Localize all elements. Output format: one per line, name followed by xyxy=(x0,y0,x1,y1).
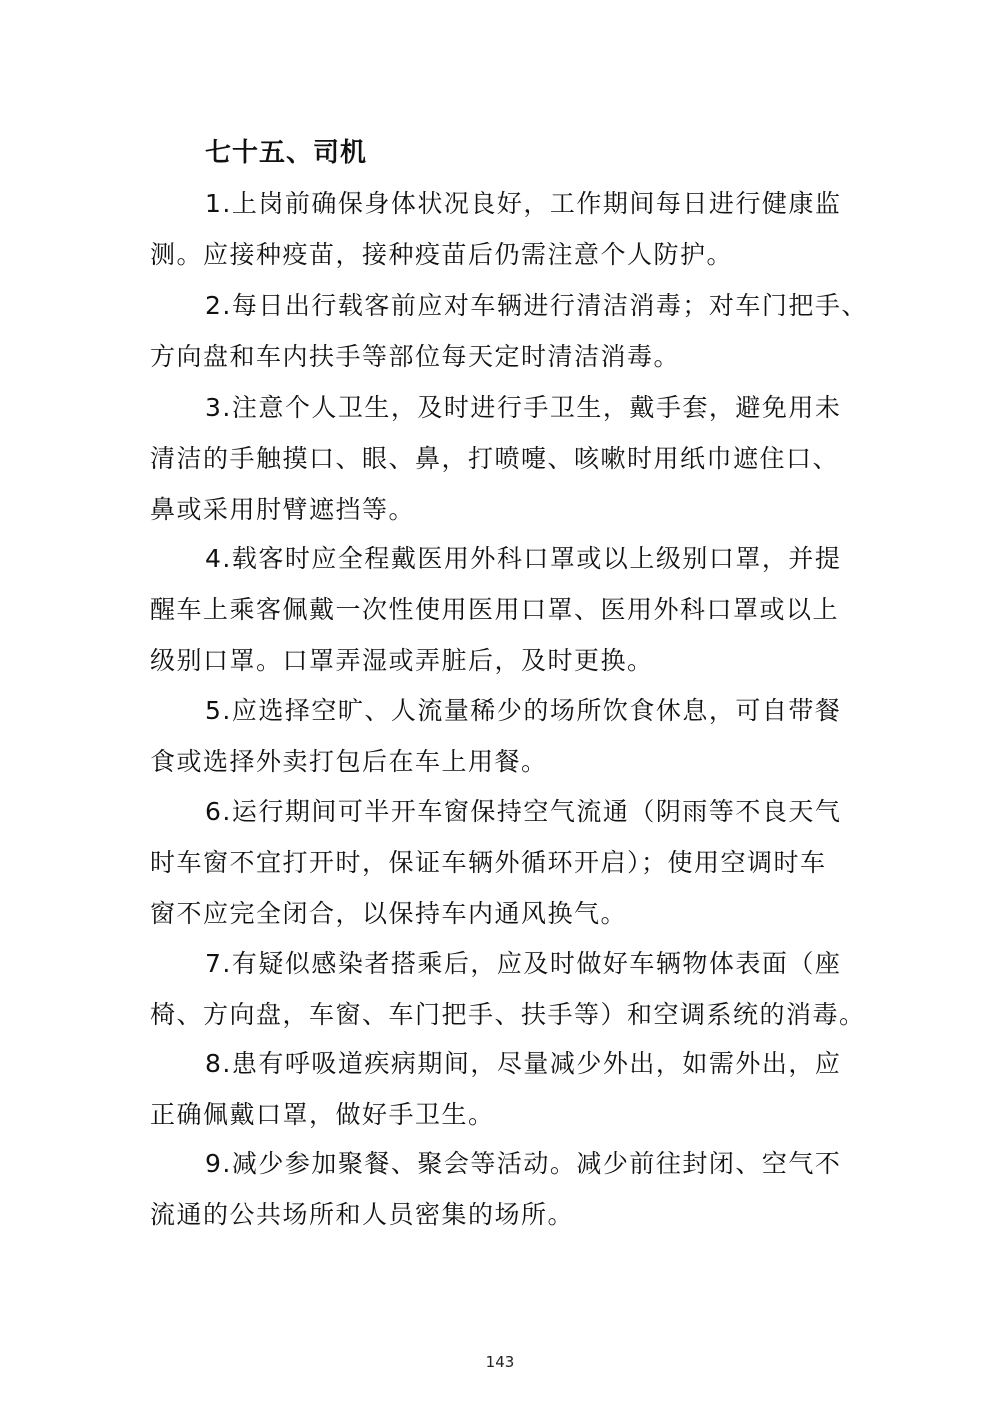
paragraph-8 xyxy=(150,1038,850,1140)
paragraph-line: 级别口罩。口罩弄湿或弄脏后，及时更换。 xyxy=(150,646,654,675)
paragraph-line: 9.减少参加聚餐、聚会等活动。减少前往封闭、空气不 xyxy=(205,1149,842,1178)
paragraph-line: 6.运行期间可半开车窗保持空气流通（阴雨等不良天气 xyxy=(205,797,842,826)
paragraph-line: 窗不应完全闭合，以保持车内通风换气。 xyxy=(150,899,628,928)
paragraph-4 xyxy=(150,533,850,686)
paragraph-line: 4.载客时应全程戴医用外科口罩或以上级别口罩，并提 xyxy=(205,544,842,573)
paragraph-line: 1.上岗前确保身体状况良好，工作期间每日进行健康监 xyxy=(205,189,842,218)
paragraph-line: 时车窗不宜打开时，保证车辆外循环开启）；使用空调时车 xyxy=(150,848,827,877)
paragraph-line: 5.应选择空旷、人流量稀少的场所饮食休息，可自带餐 xyxy=(205,696,842,725)
paragraph-line: 鼻或采用肘臂遮挡等。 xyxy=(150,495,416,524)
paragraph-line: 椅、方向盘，车窗、车门把手、扶手等）和空调系统的消毒。 xyxy=(150,1000,866,1029)
paragraph-5 xyxy=(150,685,850,787)
paragraph-line: 方向盘和车内扶手等部位每天定时清洁消毒。 xyxy=(150,342,681,371)
paragraph-line: 测。应接种疫苗，接种疫苗后仍需注意个人防护。 xyxy=(150,240,734,269)
section-heading: 七十五、司机 xyxy=(205,138,368,168)
paragraph-line: 8.患有呼吸道疾病期间，尽量减少外出，如需外出，应 xyxy=(205,1049,842,1078)
paragraph-1 xyxy=(150,178,850,280)
paragraph-line: 清洁的手触摸口、眼、鼻，打喷嚏、咳嗽时用纸巾遮住口、 xyxy=(150,444,840,473)
paragraph-line: 2.每日出行载客前应对车辆进行清洁消毒；对车门把手、 xyxy=(205,291,868,320)
page-number: 143 xyxy=(485,1353,515,1371)
paragraph-9 xyxy=(150,1138,850,1240)
paragraph-3 xyxy=(150,382,850,535)
paragraph-6 xyxy=(150,786,850,939)
paragraph-line: 3.注意个人卫生，及时进行手卫生，戴手套，避免用未 xyxy=(205,393,842,422)
paragraph-line: 正确佩戴口罩，做好手卫生。 xyxy=(150,1100,495,1129)
paragraph-line: 流通的公共场所和人员密集的场所。 xyxy=(150,1200,575,1229)
paragraph-line: 7.有疑似感染者搭乘后，应及时做好车辆物体表面（座 xyxy=(205,949,842,978)
paragraph-line: 醒车上乘客佩戴一次性使用医用口罩、医用外科口罩或以上 xyxy=(150,595,840,624)
paragraph-7 xyxy=(150,938,866,1040)
paragraph-2 xyxy=(150,280,868,382)
paragraph-line: 食或选择外卖打包后在车上用餐。 xyxy=(150,747,548,776)
